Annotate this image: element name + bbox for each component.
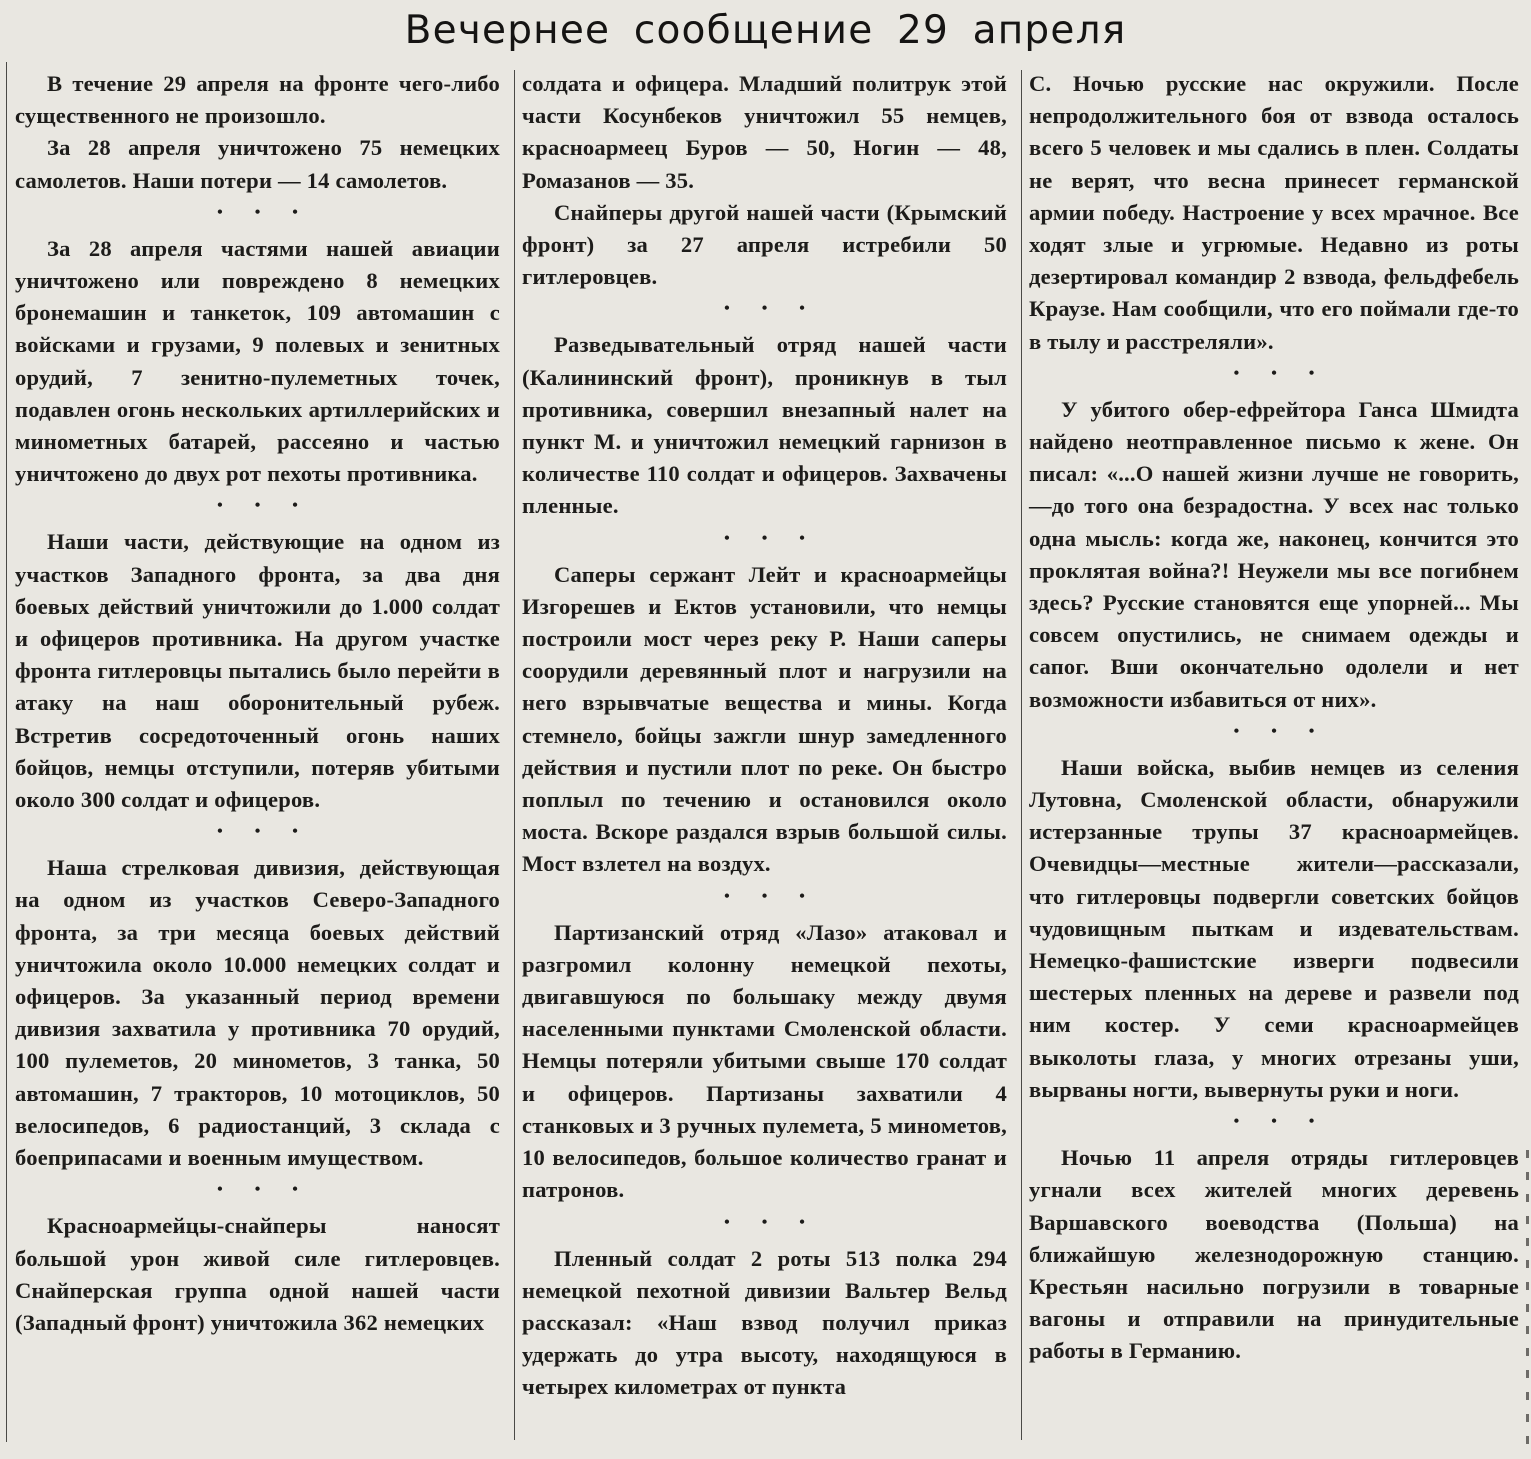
page-edge-rule [6,62,7,1442]
news-paragraph: За 28 апреля частями нашей авиации уничтожено или повреждено 8 немецких бронемашин и танкеток, 109 автомашин с войсками и грузами, 9 полевых и зенитных орудий, 7 зенитно-пулеметных точек, подавлен огонь нескольких артиллерийских и минометных батарей, рассеяно и частью уничтожено до двух рот пехоты противника. [15,235,500,487]
section-separator: • • • [217,203,312,221]
news-paragraph: солдата и офицера. Младший политрук этой части Косунбеков уничтожил 55 немцев, красноармеец Буров — 50, Ногин — 48, Ромазанов — 35. [522,71,1007,193]
section-separator: • • • [217,823,312,841]
news-item [522,329,1007,522]
news-paragraph: В течение 29 апреля на фронте чего-либо существенного не произошло. [15,71,500,129]
news-paragraph: У убитого обер-ефрейтора Ганса Шмидта найдено неотправленное письмо к жене. Он писал: «...О нашей жизни лучше не говорить,—до того она безрадостна. У всех нас только одна мысль: когда же, наконец, кончится это проклятая война?! Неужели мы все погибнем здесь? Русские становятся еще упорней... Мы совсем опустились, не снимаем одежды и сапог. Вши окончательно одолели и нет возможности избавиться от них». [1029,396,1519,712]
section-separator: • • • [724,529,819,547]
news-item [15,68,500,197]
section-separator: • • • [724,300,819,318]
news-paragraph: Разведывательный отряд нашей части (Калининский фронт), проникнув в тыл противника, совершил внезапный налет на пункт М. и уничтожил немецкий гарнизон в количестве 110 солдат и офицеров. Захвачены пленные. [522,332,1007,519]
news-item [522,559,1007,881]
news-item [15,1210,500,1339]
news-item [522,917,1007,1207]
news-item [15,233,500,491]
news-paragraph: Красноармейцы-снайперы наносят большой урон живой силе гитлеровцев. Снайперская группа одной нашей части (Западный фронт) уничтожила 362 немецких [15,1213,500,1335]
section-separator: • • • [724,887,819,905]
news-paragraph: Снайперы другой нашей части (Крымский фронт) за 27 апреля истребили 50 гитлеровцев. [522,199,1007,290]
news-item [15,852,500,1174]
news-paragraph: Наши войска, выбив немцев из селения Лутовна, Смоленской области, обнаружили истерзанные трупы 37 красноармейцев. Очевидцы—местные жители—рассказали, что гитлеровцы подвергли советских бойцов чудовищным пыткам и издевательствам. Немецко-фашистские изверги подвесили шестерых пленных на дереве и развели под ним костер. У семи красноармейцев выколоты глаза, у многих отрезаны уши, вырваны ногти, вывернуты руки и ноги. [1029,754,1519,1102]
news-paragraph: С. Ночью русские нас окружили. После непродолжительного боя от взвода осталось всего 5 человек и мы сдались в плен. Солдаты не верят, что весна принесет германской армии победу. Настроение у всех мрачное. Все ходят злые и угрюмые. Недавно из роты дезертировал командир 2 взвода, фельдфебель Краузе. Нам сообщили, что его поймали где-то в тылу и расстреляли». [1029,71,1519,354]
section-separator: • • • [724,1213,819,1231]
section-separator: • • • [1233,1113,1329,1131]
news-item [522,1243,1007,1404]
text-column-3 [1029,68,1519,1368]
news-paragraph: Наша стрелковая дивизия, действующая на одном из участков Северо-Западного фронта, за три месяца боевых действий уничтожила около 10.000 немецких солдат и офицеров. За указанный период времени дивизия захватила у противника 70 орудий, 100 пулеметов, 20 минометов, 3 танка, 50 автомашин, 7 тракторов, 10 мотоциклов, 50 велосипедов, 6 радиостанций, 3 склада с боеприпасами и военным имуществом. [15,855,500,1171]
page-title: Вечернее сообщение 29 апреля [404,8,1127,53]
news-paragraph: За 28 апреля уничтожено 75 немецких самолетов. Наши потери — 14 самолетов. [15,135,500,193]
news-paragraph: Наши части, действующие на одном из участков Западного фронта, за два дня боевых действий уничтожили до 1.000 солдат и офицеров противника. На другом участке фронта гитлеровцы пытались было перейти в атаку на наш оборонительный рубеж. Встретив сосредоточенный огонь наших бойцов, немцы отступили, потеряв убитыми около 300 солдат и офицеров. [15,529,500,813]
news-paragraph: Пленный солдат 2 роты 513 полка 294 немецкой пехотной дивизии Вальтер Вельд рассказал: «Наш взвод получил приказ удержать до утра высоту, находящуюся в четырех километрах от пункта [522,1245,1007,1400]
news-item [1029,394,1519,716]
column-rule [1021,70,1022,1440]
text-column-1 [15,68,500,1339]
news-paragraph: Ночью 11 апреля отряды гитлеровцев угнали всех жителей многих деревень Варшавского воеводства (Польша) на ближайшую железнодорожную станцию. Крестьян насильно погрузили в товарные вагоны и отправили на принудительные работы в Германию. [1029,1145,1519,1364]
section-separator: • • • [1233,722,1329,740]
page-edge-marks [1526,1150,1529,1450]
news-item [1029,1142,1519,1367]
section-separator: • • • [217,497,312,515]
section-separator: • • • [217,1181,312,1199]
column-rule [514,70,515,1440]
news-item [522,68,1007,293]
text-column-2 [522,68,1007,1404]
news-paragraph: Партизанский отряд «Лазо» атаковал и разгромил колонну немецкой пехоты, двигавшуюся по большаку между двумя населенными пунктами Смоленской области. Немцы потеряли убитыми свыше 170 солдат и офицеров. Партизаны захватили 4 станковых и 3 ручных пулемета, 5 минометов, 10 велосипедов, большое количество гранат и патронов. [522,919,1007,1203]
news-paragraph: Саперы сержант Лейт и красноармейцы Изгорешев и Ектов установили, что немцы построили мост через реку Р. Наши саперы соорудили деревянный плот и нагрузили на него взрывчатые вещества и мины. Когда стемнело, бойцы зажгли шнур замедленного действия и пустили плот по реке. Он быстро поплыл по течению и остановился около моста. Вскоре раздался взрыв большой силы. Мост взлетел на воздух. [522,561,1007,877]
news-item [15,526,500,816]
news-item [1029,752,1519,1106]
section-separator: • • • [1233,364,1329,382]
news-item [1029,68,1519,358]
